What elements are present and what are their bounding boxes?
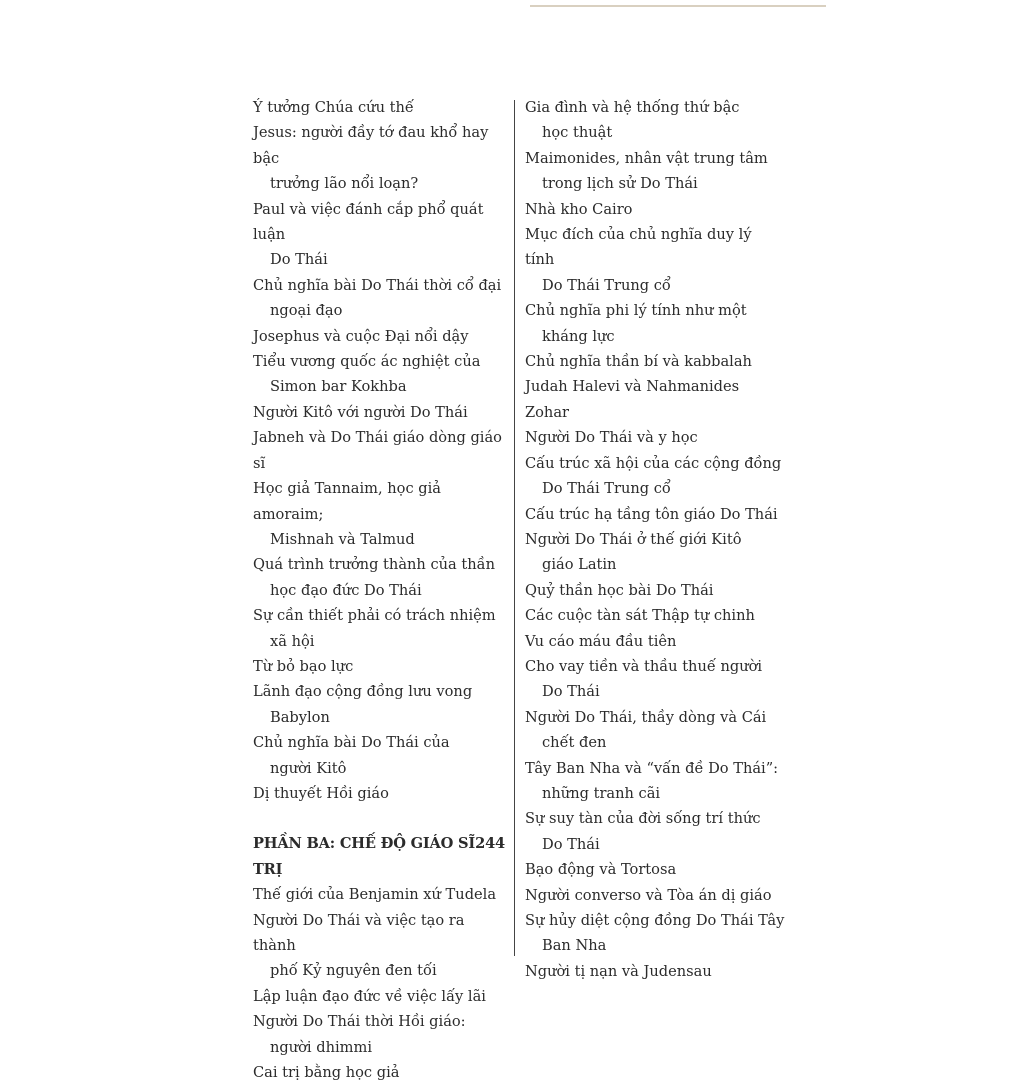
toc-entry-title: Maimonides, nhân vật trung tâm [525,149,768,167]
toc-entry-title: Cai trị bằng học giả [253,1064,400,1082]
toc-entry-continuation: ngoại đạo [270,302,343,320]
toc-entry-continuation: Do Thái [270,251,328,269]
toc-entry [253,476,511,552]
toc-entry [253,197,511,273]
toc-entry [253,603,511,654]
toc-entry [525,222,785,298]
toc-entry [525,298,785,349]
toc-right-column [525,95,785,984]
toc-entry [253,730,511,781]
toc-entry [253,654,511,679]
toc-entry-title: Zohar [525,403,570,421]
toc-entry [525,654,785,705]
toc-entry [525,146,785,197]
toc-entry-title: Dị thuyết Hồi giáo [253,784,389,802]
toc-entry [525,578,785,603]
toc-entry-title: Nhà kho Cairo [525,200,633,218]
toc-entry [253,781,511,806]
toc-entry-title: Bạo động và Tortosa [525,861,677,879]
toc-entry-title: Paul và việc đánh cắp phổ quát luận [253,200,484,244]
toc-entry-title: Quỷ thần học bài Do Thái [525,581,714,599]
toc-entries-right [525,95,785,984]
toc-entry-title: Chủ nghĩa bài Do Thái của [253,734,450,752]
toc-entry [253,324,511,349]
toc-entry [253,1009,511,1060]
toc-entry-title: Chủ nghĩa thần bí và kabbalah [525,353,752,371]
toc-entry-title: Gia đình và hệ thống thứ bậc [525,99,740,116]
toc-entry-title: Người Do Thái và y học [525,429,698,447]
toc-entry [525,451,785,502]
toc-entry-title: Người Do Thái thời Hồi giáo: [253,1013,466,1031]
toc-entry [525,806,785,857]
toc-entry-title: Người Do Thái và việc tạo ra thành [253,911,465,954]
toc-entry [253,95,511,120]
toc-entry-continuation: giáo Latin [542,556,617,574]
toc-entry [253,273,511,324]
toc-entry-title: Thế giới của Benjamin xứ Tudela [253,886,497,904]
toc-entry-continuation: Simon bar Kokhba [270,378,407,396]
toc-entry-title: Các cuộc tàn sát Thập tự chinh [525,607,755,625]
toc-entry-title: Tiểu vương quốc ác nghiệt của [253,353,481,371]
toc-entry-title: Vu cáo máu đầu tiên [525,632,677,650]
toc-entry-title: Cấu trúc xã hội của các cộng đồng [525,454,782,472]
toc-entries-part-two [253,95,511,806]
toc-entry-continuation: kháng lực [542,327,615,345]
toc-entry-title: Tây Ban Nha và “vấn đề Do Thái”: [525,759,779,777]
toc-entry-title: Sự hủy diệt cộng đồng Do Thái Tây [525,912,785,929]
toc-entry [525,95,785,146]
toc-entry [253,984,511,1009]
toc-entry-continuation: học thuật [542,124,613,142]
toc-entry-continuation: trưởng lão nổi loạn? [270,175,419,193]
toc-entry-title: Chủ nghĩa bài Do Thái thời cổ đại [253,276,502,294]
part-heading [253,831,505,882]
toc-entry-title: Từ bỏ bạo lực [253,657,354,675]
toc-entry [525,908,785,959]
toc-entry-continuation: chết đen [542,734,607,752]
toc-entry-continuation: phố Kỷ nguyên đen tối [270,962,437,980]
toc-entry-continuation: Ban Nha [542,937,607,955]
toc-entry [525,705,785,756]
toc-entry-title: Cấu trúc hạ tầng tôn giáo Do Thái [525,505,778,523]
toc-entry [253,400,511,425]
toc-entry-title: Lãnh đạo cộng đồng lưu vong [253,683,473,701]
toc-entry-continuation: Babylon [270,708,330,726]
toc-entry-title: Mục đích của chủ nghĩa duy lý tính [525,226,752,269]
toc-entry [253,349,511,400]
toc-entry-continuation: trong lịch sử Do Thái [542,175,698,193]
toc-entry-continuation: Do Thái Trung cổ [542,480,671,498]
toc-entry-title: Jesus: người đầy tớ đau khổ hay bậc [253,124,489,167]
toc-entry [253,120,511,196]
toc-entry [253,1060,511,1085]
toc-entry-continuation: Do Thái Trung cổ [542,276,671,294]
toc-entry-title: Học giả Tannaim, học giả amoraim; [253,480,441,523]
toc-entry [253,552,511,603]
toc-entry-continuation: người dhimmi [270,1038,372,1056]
toc-entry [253,882,511,907]
toc-entry [253,908,511,984]
toc-entry [525,374,785,399]
toc-entry-title: Josephus và cuộc Đại nổi dậy [253,327,469,345]
part-heading-page-number: 244 [475,835,505,853]
toc-entry [253,679,511,730]
page-top-edge [530,0,826,7]
toc-entry [525,959,785,984]
toc-entry-continuation: học đạo đức Do Thái [270,581,422,599]
toc-entry [525,603,785,628]
toc-entry-title: Người converso và Tòa án dị giáo [525,886,772,904]
toc-entry [525,502,785,527]
toc-entry-continuation: xã hội [270,632,315,650]
toc-entry-title: Ý tưởng Chúa cứu thế [253,99,414,116]
toc-entry [525,197,785,222]
toc-entry-title: Jabneh và Do Thái giáo dòng giáo sĩ [253,429,502,472]
toc-entry [253,425,511,476]
toc-entry-continuation: Mishnah và Talmud [270,530,415,548]
toc-entry-title: Người Do Thái, thầy dòng và Cái [525,708,767,726]
toc-left-column [253,95,511,1085]
toc-entry-continuation: Do Thái [542,683,600,701]
toc-entry [525,425,785,450]
toc-entry [525,756,785,807]
column-divider [514,100,515,956]
toc-entry-title: Người tị nạn và Judensau [525,962,712,980]
toc-entry-title: Lập luận đạo đức về việc lấy lãi [253,987,486,1005]
toc-entry-title: Judah Halevi và Nahmanides [525,378,740,396]
toc-entry [525,400,785,425]
toc-entries-part-three [253,882,511,1085]
toc-entry-title: Sự cần thiết phải có trách nhiệm [253,607,496,625]
toc-entry-continuation: người Kitô [270,759,347,777]
toc-entry-title: Chủ nghĩa phi lý tính như một [525,302,747,320]
toc-entry-title: Cho vay tiền và thầu thuế người [525,657,763,675]
toc-entry-title: Người Do Thái ở thế giới Kitô [525,530,742,548]
toc-entry [525,883,785,908]
toc-entry [525,349,785,374]
toc-entry [525,527,785,578]
toc-entry-title: Sự suy tàn của đời sống trí thức [525,810,761,828]
toc-entry-continuation: những tranh cãi [542,784,661,802]
toc-entry-title: Quá trình trưởng thành của thần [253,556,495,574]
part-heading-title: PHẦN BA: CHẾ ĐỘ GIÁO SĨ TRỊ [253,835,475,878]
toc-entry [525,857,785,882]
toc-entry-continuation: Do Thái [542,835,600,853]
toc-entry [525,629,785,654]
toc-entry-title: Người Kitô với người Do Thái [253,403,468,421]
